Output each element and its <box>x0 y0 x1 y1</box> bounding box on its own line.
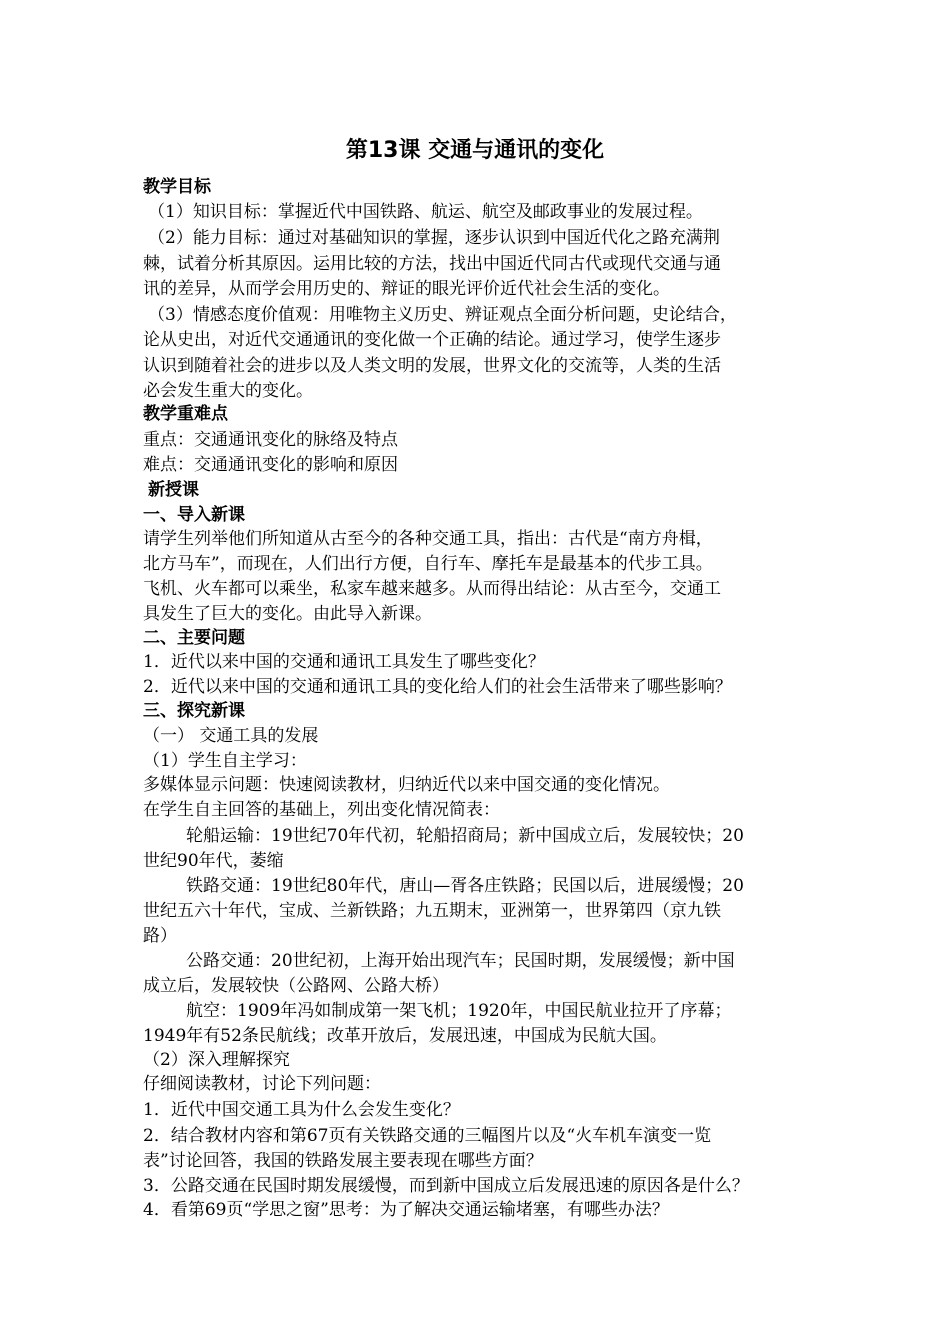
heading-new-lesson: 新授课 <box>148 480 199 500</box>
paragraph-line: 多媒体显示问题：快速阅读教材，归纳近代以来中国交通的变化情况。 <box>143 775 670 795</box>
paragraph-line: 铁路交通：19世纪80年代，唐山—胥各庄铁路；民国以后，进展缓慢；20 <box>186 876 744 896</box>
subheading: （2）深入理解探究 <box>143 1050 290 1070</box>
paragraph-line: （2）能力目标：通过对基础知识的掌握，逐步认识到中国近代化之路充满荆 <box>148 228 720 248</box>
paragraph-line: 北方马车”，而现在，人们出行方便，自行车、摩托车是最基本的代步工具。 <box>143 554 713 574</box>
paragraph-line: （1）知识目标：掌握近代中国铁路、航运、航空及邮政事业的发展过程。 <box>148 202 703 222</box>
paragraph-line: 在学生自主回答的基础上，列出变化情况简表： <box>143 800 500 820</box>
paragraph-line: 公路交通：20世纪初，上海开始出现汽车；民国时期，发展缓慢；新中国 <box>186 951 735 971</box>
subheading: （1）学生自主学习： <box>143 751 307 771</box>
paragraph-line: 轮船运输：19世纪70年代初，轮船招商局；新中国成立后，发展较快；20 <box>186 826 744 846</box>
paragraph-line: 航空：1909年冯如制成第一架飞机；1920年，中国民航业拉开了序幕； <box>186 1001 732 1021</box>
paragraph-line: 世纪五六十年代，宝成、兰新铁路；九五期末，亚洲第一，世界第四（京九铁 <box>143 901 721 921</box>
paragraph-line: 重点：交通通讯变化的脉络及特点 <box>143 430 398 450</box>
paragraph-line: 飞机、火车都可以乘坐，私家车越来越多。从而得出结论：从古至今，交通工 <box>143 579 721 599</box>
paragraph-line: 具发生了巨大的变化。由此导入新课。 <box>143 604 432 624</box>
paragraph-line: （3）情感态度价值观：用唯物主义历史、辨证观点全面分析问题，史论结合， <box>148 305 737 325</box>
question-line: 2．近代以来中国的交通和通讯工具的变化给人们的社会生活带来了哪些影响？ <box>143 677 732 697</box>
paragraph-line: 成立后，发展较快（公路网、公路大桥） <box>143 976 449 996</box>
heading-objectives: 教学目标 <box>143 177 211 197</box>
paragraph-line: 请学生列举他们所知道从古至今的各种交通工具，指出：古代是“南方舟楫， <box>143 529 713 549</box>
heading-section-3: 三、探究新课 <box>143 701 245 721</box>
paragraph-line: 表”讨论回答，我国的铁路发展主要表现在哪些方面？ <box>143 1151 543 1171</box>
paragraph-line: 1949年有52条民航线；改革开放后，发展迅速，中国成为民航大国。 <box>143 1026 667 1046</box>
paragraph-line: 认识到随着社会的进步以及人类文明的发展，世界文化的交流等，人类的生活 <box>143 356 721 376</box>
paragraph-line: 世纪90年代，萎缩 <box>143 851 284 871</box>
heading-key-points: 教学重难点 <box>143 404 228 424</box>
question-line: 2．结合教材内容和第67页有关铁路交通的三幅图片以及“火车机车演变一览 <box>143 1126 712 1146</box>
paragraph-line: 仔细阅读教材，讨论下列问题： <box>143 1074 381 1094</box>
question-line: 3．公路交通在民国时期发展缓慢，而到新中国成立后发展迅速的原因各是什么？ <box>143 1176 749 1196</box>
heading-section-2: 二、主要问题 <box>143 628 245 648</box>
paragraph-line: 难点：交通通讯变化的影响和原因 <box>143 455 398 475</box>
paragraph-line: 讯的差异，从而学会用历史的、辩证的眼光评价近代社会生活的变化。 <box>143 279 670 299</box>
paragraph-line: 路） <box>143 926 177 946</box>
heading-section-1: 一、导入新课 <box>143 505 245 525</box>
question-line: 1．近代中国交通工具为什么会发生变化？ <box>143 1100 460 1120</box>
subheading: （一） 交通工具的发展 <box>143 726 319 746</box>
page-title: 第13课 交通与通讯的变化 <box>345 138 605 163</box>
paragraph-line: 棘，试着分析其原因。运用比较的方法，找出中国近代同古代或现代交通与通 <box>143 254 721 274</box>
question-line: 1．近代以来中国的交通和通讯工具发生了哪些变化？ <box>143 652 545 672</box>
paragraph-line: 必会发生重大的变化。 <box>143 381 313 401</box>
question-line: 4．看第69页“学思之窗”思考：为了解决交通运输堵塞，有哪些办法？ <box>143 1200 669 1220</box>
paragraph-line: 论从史出，对近代交通通讯的变化做一个正确的结论。通过学习，使学生逐步 <box>143 330 721 350</box>
